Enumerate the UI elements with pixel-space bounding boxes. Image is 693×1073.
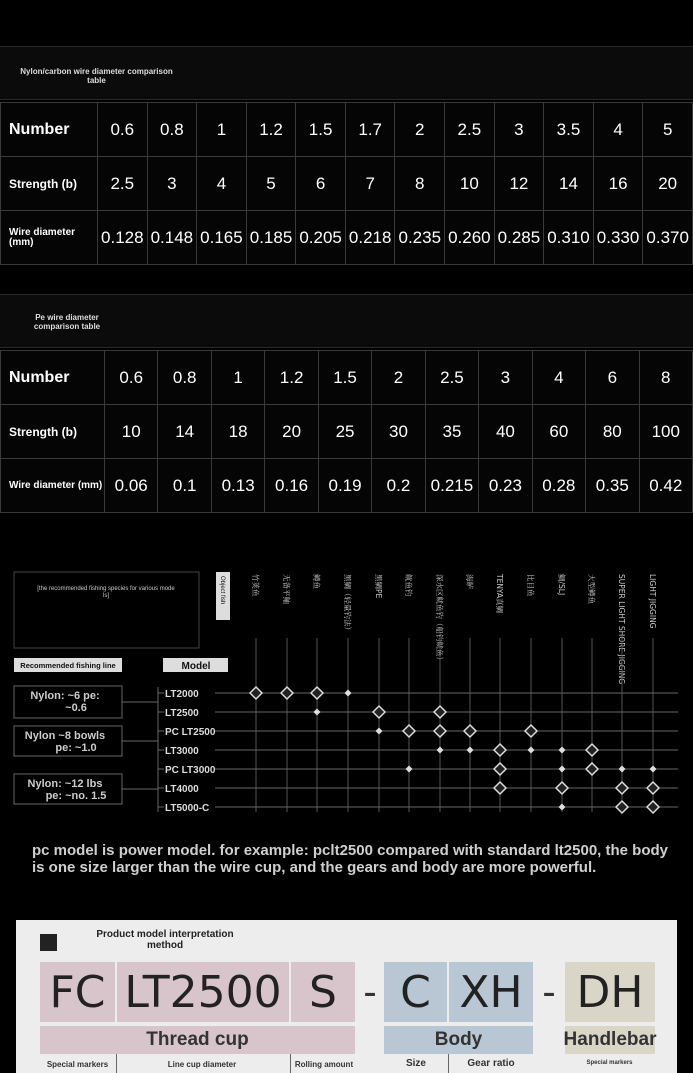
sublabel-line-cup-diameter: Line cup diameter — [167, 1060, 237, 1069]
pe-comparison-table — [0, 350, 693, 513]
recommended-marker — [434, 706, 446, 718]
recommended-marker — [586, 744, 598, 756]
square-icon — [40, 934, 57, 951]
row-header: Number — [1, 103, 98, 157]
table-cell: 2.5 — [98, 157, 148, 211]
table-cell: 0.06 — [105, 459, 158, 513]
table-cell: 20 — [265, 405, 318, 459]
table-cell: 30 — [372, 405, 425, 459]
pe_table-row — [1, 459, 693, 513]
table-cell: 10 — [445, 157, 495, 211]
table-cell: 8 — [395, 157, 445, 211]
table-cell: 7 — [345, 157, 395, 211]
recommended-marker — [586, 763, 598, 775]
segment-fc: FC — [40, 962, 115, 1022]
recommended-marker — [281, 687, 293, 699]
table-cell: 1.5 — [296, 103, 346, 157]
recommended-marker — [647, 782, 659, 794]
nylon_table-row — [1, 211, 693, 265]
table-cell: 5 — [246, 157, 296, 211]
recommendation-matrix — [0, 560, 693, 830]
model-label: Model — [181, 661, 211, 672]
table-cell: 0.8 — [147, 103, 197, 157]
table-cell: 0.218 — [345, 211, 395, 265]
table-cell: 3 — [147, 157, 197, 211]
table-cell: 0.8 — [158, 351, 211, 405]
table-cell: 2.5 — [445, 103, 495, 157]
model-row-label: LT3000 — [165, 746, 199, 757]
recommendation-title-2: ls] — [103, 593, 109, 599]
line-group-line2: ~0.6 — [65, 702, 87, 714]
table-cell: 0.235 — [395, 211, 445, 265]
table-cell: 25 — [318, 405, 371, 459]
table-cell: 0.185 — [246, 211, 296, 265]
recommended-marker — [556, 782, 568, 794]
species-label: 黑鲷（轻量钓法） — [343, 574, 352, 634]
table-cell: 1.7 — [345, 103, 395, 157]
table-cell: 10 — [105, 405, 158, 459]
sublabel-special-markers-2: Special markers — [586, 1060, 633, 1066]
table-cell: 16 — [593, 157, 643, 211]
table-cell: 0.6 — [105, 351, 158, 405]
suitable-marker — [559, 804, 566, 811]
row-header: Strength (b) — [1, 157, 98, 211]
table-cell: 0.285 — [494, 211, 544, 265]
table-cell: 6 — [296, 157, 346, 211]
row-header: Wire diameter (mm) — [1, 211, 98, 265]
segment-lt2500: LT2500 — [117, 962, 289, 1022]
recommended-marker — [616, 782, 628, 794]
table-cell: 1 — [211, 351, 264, 405]
recommendation-title: [the recommended fishing species for various mode — [37, 586, 175, 592]
species-label: LIGHT JIGGING — [648, 574, 657, 629]
suitable-marker — [406, 766, 413, 773]
species-label: TENYA真鲷 — [495, 574, 504, 614]
table-cell: 20 — [643, 157, 693, 211]
table-cell: 3.5 — [544, 103, 594, 157]
table-cell: 0.165 — [197, 211, 247, 265]
table-cell: 40 — [479, 405, 532, 459]
table-cell: 0.215 — [425, 459, 478, 513]
body-label: Body — [384, 1026, 533, 1054]
thread-cup-label: Thread cup — [40, 1026, 355, 1054]
segment-s: S — [291, 962, 355, 1022]
model-row-label: PC LT3000 — [165, 765, 216, 776]
species-label: 比目鱼 — [526, 574, 535, 597]
segment-c: C — [384, 962, 447, 1022]
species-label: 黑鲷PE — [374, 574, 383, 599]
table-cell: 2 — [395, 103, 445, 157]
table-cell: 2.5 — [425, 351, 478, 405]
table-cell: 35 — [425, 405, 478, 459]
line-label: Recommended fishing line — [20, 661, 116, 670]
table-cell: 5 — [643, 103, 693, 157]
species-label: 大型鳟鱼 — [587, 574, 596, 604]
row-header: Strength (b) — [1, 405, 105, 459]
recommended-marker — [403, 725, 415, 737]
line-group-line1: Nylon ~8 bowls — [24, 730, 106, 742]
pe-table-caption: Pe wire diameter comparison table — [33, 313, 101, 331]
table-cell: 1.2 — [246, 103, 296, 157]
table-cell: 0.23 — [479, 459, 532, 513]
table-cell: 0.19 — [318, 459, 371, 513]
line-group-line2: pe: ~1.0 — [55, 742, 97, 754]
dash-separator-1: - — [363, 969, 377, 1014]
nylon_table-row — [1, 103, 693, 157]
pe-table-caption-bar — [0, 294, 693, 348]
table-cell: 6 — [586, 351, 639, 405]
recommendation-chart — [0, 560, 693, 830]
row-header: Number — [1, 351, 105, 405]
species-label: 竹荚鱼 — [251, 574, 260, 597]
recommended-marker — [373, 706, 385, 718]
species-label: SUPER LIGHT SHORE JIGGING — [617, 574, 626, 685]
suitable-marker — [345, 690, 352, 697]
table-cell: 0.6 — [98, 103, 148, 157]
sublabel-size: Size — [405, 1058, 426, 1069]
table-cell: 1.2 — [265, 351, 318, 405]
species-label: 鱿鱼钓 — [404, 574, 413, 597]
recommended-marker — [434, 725, 446, 737]
recommended-marker — [464, 725, 476, 737]
recommended-marker — [311, 687, 323, 699]
table-cell: 0.28 — [532, 459, 585, 513]
nylon-comparison-table — [0, 102, 693, 265]
table-cell: 12 — [494, 157, 544, 211]
product-panel-title: Product model interpretation method — [96, 929, 234, 951]
table-cell: 2 — [372, 351, 425, 405]
suitable-marker — [314, 709, 321, 716]
line-group-line2: pe: ~no. 1.5 — [45, 790, 107, 802]
model-row-label: LT5000-C — [165, 803, 210, 814]
dash-separator-2: - — [542, 969, 556, 1014]
table-cell: 3 — [479, 351, 532, 405]
table-cell: 18 — [211, 405, 264, 459]
table-cell: 80 — [586, 405, 639, 459]
table-cell: 4 — [593, 103, 643, 157]
recommended-marker — [525, 725, 537, 737]
table-cell: 4 — [532, 351, 585, 405]
recommended-marker — [250, 687, 262, 699]
table-cell: 100 — [639, 405, 692, 459]
table-cell: 8 — [639, 351, 692, 405]
suitable-marker — [559, 766, 566, 773]
divider — [290, 1054, 291, 1073]
suitable-marker — [528, 747, 535, 754]
table-cell: 0.148 — [147, 211, 197, 265]
nylon_table-row — [1, 157, 693, 211]
segment-xh: XH — [449, 962, 533, 1022]
sublabel-rolling-amount: Rolling amount — [294, 1060, 354, 1069]
row-header: Wire diameter (mm) — [1, 459, 105, 513]
table-cell: 0.35 — [586, 459, 639, 513]
divider — [448, 1054, 449, 1073]
suitable-marker — [376, 728, 383, 735]
suitable-marker — [559, 747, 566, 754]
recommended-marker — [616, 801, 628, 813]
recommended-marker — [494, 782, 506, 794]
line-group-line1: Nylon: ~6 pe: — [30, 690, 100, 702]
table-cell: 0.330 — [593, 211, 643, 265]
recommended-marker — [647, 801, 659, 813]
suitable-marker — [467, 747, 474, 754]
recommended-marker — [494, 744, 506, 756]
species-label: 深水区鱿鱼钓（船钓鱿鱼） — [435, 574, 444, 664]
table-cell: 1 — [197, 103, 247, 157]
table-cell: 0.205 — [296, 211, 346, 265]
sublabel-special-markers: Special markers — [46, 1060, 109, 1069]
model-row-label: LT2500 — [165, 708, 199, 719]
title-box — [14, 572, 199, 648]
suitable-marker — [437, 747, 444, 754]
pe_table-row — [1, 405, 693, 459]
table-cell: 60 — [532, 405, 585, 459]
model-row-label: LT4000 — [165, 784, 199, 795]
pe_table-row — [1, 351, 693, 405]
table-cell: 0.260 — [445, 211, 495, 265]
table-cell: 0.13 — [211, 459, 264, 513]
species-label: 鲷/SLJ — [557, 574, 566, 596]
species-label: 无备平鲉 — [282, 574, 291, 604]
line-group-line1: Nylon: ~12 lbs — [27, 778, 103, 790]
handlebar-label: Handlebar — [565, 1026, 655, 1054]
pc-model-note: pc model is power model. for example: pclt2500 compared with standard lt2500, the body is one size larger than the wire cup, and the gears and body are more powerful. — [32, 842, 668, 876]
table-cell: 0.2 — [372, 459, 425, 513]
table-cell: 4 — [197, 157, 247, 211]
model-row-label: PC LT2500 — [165, 727, 216, 738]
table-cell: 3 — [494, 103, 544, 157]
table-cell: 14 — [544, 157, 594, 211]
product-model-panel — [16, 920, 677, 1073]
table-cell: 0.16 — [265, 459, 318, 513]
table-cell: 14 — [158, 405, 211, 459]
species-label: 海鲈 — [465, 574, 474, 589]
nylon-table-caption: Nylon/carbon wire diameter comparison table — [20, 67, 173, 85]
suitable-marker — [619, 766, 626, 773]
table-cell: 0.310 — [544, 211, 594, 265]
recommended-marker — [494, 763, 506, 775]
sublabel-gear-ratio: Gear ratio — [467, 1058, 515, 1069]
nylon-table-caption-bar — [0, 46, 693, 100]
suitable-marker — [650, 766, 657, 773]
table-cell: 1.5 — [318, 351, 371, 405]
model-row-label: LT2000 — [165, 689, 199, 700]
table-cell: 0.42 — [639, 459, 692, 513]
object-fish-label: Object fish — [219, 576, 225, 605]
table-cell: 0.128 — [98, 211, 148, 265]
divider — [116, 1054, 117, 1073]
species-label: 鳟鱼 — [312, 574, 321, 589]
table-cell: 0.370 — [643, 211, 693, 265]
table-cell: 0.1 — [158, 459, 211, 513]
segment-dh: DH — [565, 962, 655, 1022]
